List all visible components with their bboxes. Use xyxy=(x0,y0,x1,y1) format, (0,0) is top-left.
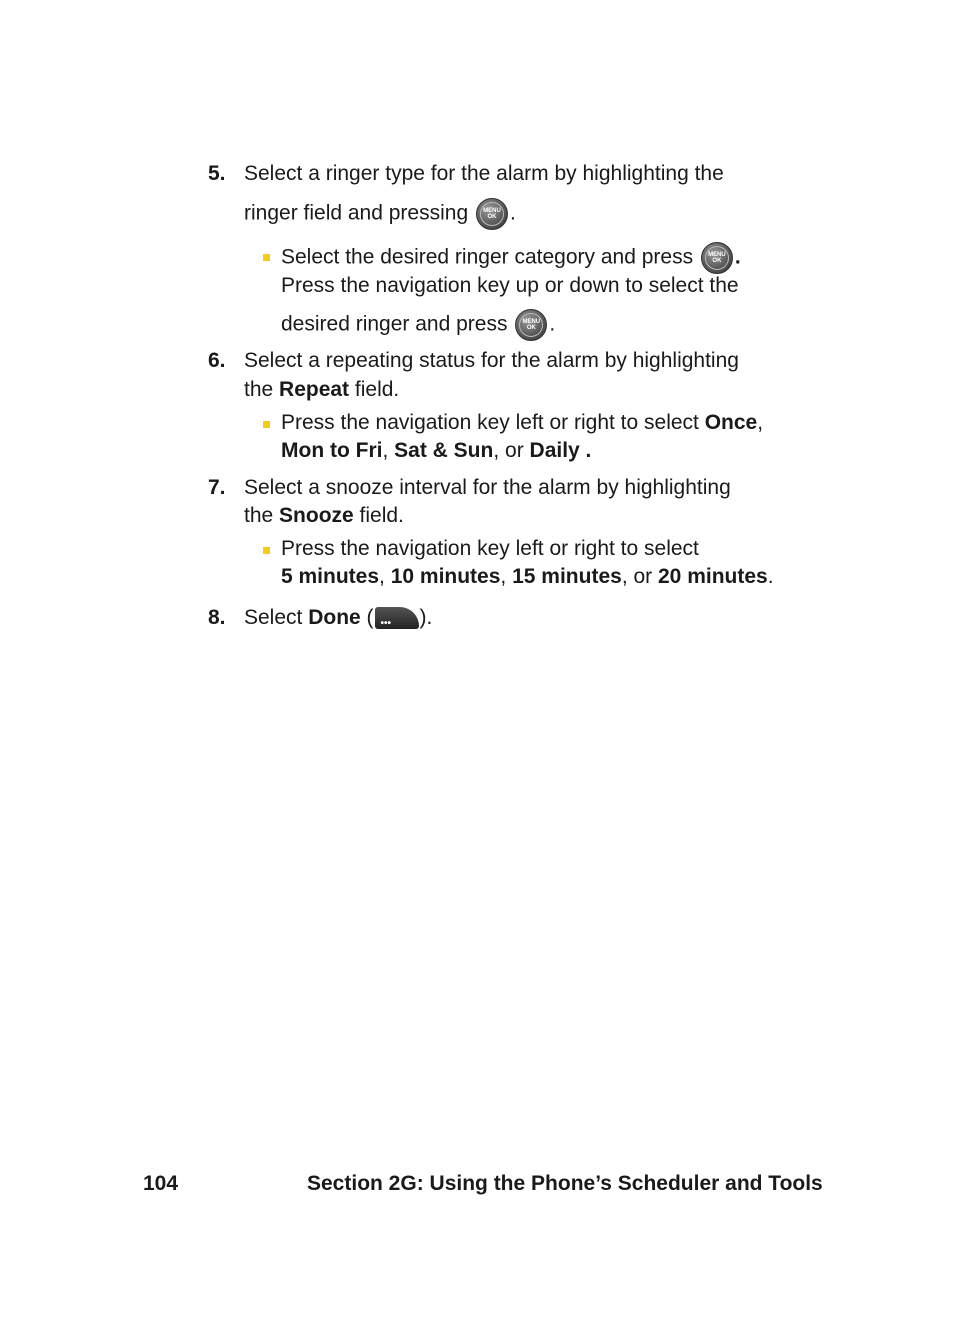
option-mon-to-fri: Mon to Fri xyxy=(281,439,383,462)
step-text xyxy=(244,604,788,632)
menu-ok-key-icon xyxy=(515,309,547,341)
step-number: 8. xyxy=(208,606,226,629)
step-text-line2 xyxy=(244,198,788,230)
section-title: Section 2G: Using the Phone’s Scheduler and Tools xyxy=(307,1172,823,1195)
step-number: 5. xyxy=(208,162,226,185)
option-15-minutes: 15 minutes xyxy=(512,565,622,588)
punctuation: , xyxy=(379,565,391,588)
step-text-line2 xyxy=(244,502,788,530)
field-name: Repeat xyxy=(279,378,350,401)
bullet-text-line2 xyxy=(281,563,801,591)
punctuation: , xyxy=(382,439,395,462)
bullet-text-part: desired ringer and press xyxy=(281,312,508,336)
punctuation: . xyxy=(509,201,516,225)
bullet-square-icon xyxy=(263,421,270,428)
field-name: Snooze xyxy=(279,504,354,527)
done-label: Done xyxy=(308,606,361,629)
option-5-minutes: 5 minutes xyxy=(281,565,380,588)
step-text: ringer field and pressing xyxy=(244,201,469,225)
text-part: Press the navigation key left or right to select xyxy=(281,411,705,434)
key-label-top: MENU xyxy=(483,208,501,214)
option-10-minutes: 10 minutes xyxy=(390,565,501,588)
bullet-text xyxy=(281,409,801,437)
punctuation: ). xyxy=(419,606,433,629)
step-text: Select a snooze interval for the alarm by highlighting xyxy=(244,476,731,499)
menu-ok-key-icon xyxy=(476,198,508,230)
punctuation: ( xyxy=(360,606,374,629)
page-number: 104 xyxy=(143,1172,179,1195)
option-sat-sun: Sat & Sun xyxy=(394,439,494,462)
bullet-text xyxy=(281,242,801,274)
key-label-bottom: OK xyxy=(526,325,536,331)
menu-ok-key-icon xyxy=(701,242,733,274)
punctuation: , xyxy=(500,565,513,588)
text-part: field. xyxy=(349,378,400,401)
step-text: Select a repeating status for the alarm by highlighting xyxy=(244,349,739,372)
step-text: Select a ringer type for the alarm by highlighting the xyxy=(244,162,724,185)
text-part: Select xyxy=(244,606,309,629)
option-20-minutes: 20 minutes xyxy=(658,565,768,588)
punctuation: . xyxy=(734,245,741,269)
bullet-text: Press the navigation key left or right to select xyxy=(281,537,699,560)
text-part: field. xyxy=(353,504,404,527)
punctuation: , xyxy=(757,411,764,434)
bullet-text: Press the navigation key up or down to select the xyxy=(281,274,739,297)
key-label-top: MENU xyxy=(522,319,541,325)
punctuation: . xyxy=(767,565,774,588)
text-part: the xyxy=(244,504,280,527)
step-number: 6. xyxy=(208,349,226,372)
key-label-bottom: OK xyxy=(487,214,497,220)
bullet-square-icon xyxy=(263,254,270,261)
left-softkey-icon xyxy=(375,607,419,629)
text-part: , or xyxy=(621,565,658,588)
bullet-text-line2 xyxy=(281,437,801,465)
key-label-top: MENU xyxy=(708,252,726,258)
option-daily: Daily . xyxy=(529,439,592,462)
bullet-text-part: Select the desired ringer category and press xyxy=(281,245,694,269)
softkey-label: ••• xyxy=(380,618,392,630)
punctuation: . xyxy=(549,312,556,336)
key-label-bottom: OK xyxy=(712,258,722,264)
option-once: Once xyxy=(704,411,758,434)
text-part: the xyxy=(244,378,280,401)
bullet-square-icon xyxy=(263,547,270,554)
step-text-line2 xyxy=(244,376,788,404)
bullet-text xyxy=(281,309,801,341)
step-number: 7. xyxy=(208,476,226,499)
text-part: , or xyxy=(493,439,530,462)
